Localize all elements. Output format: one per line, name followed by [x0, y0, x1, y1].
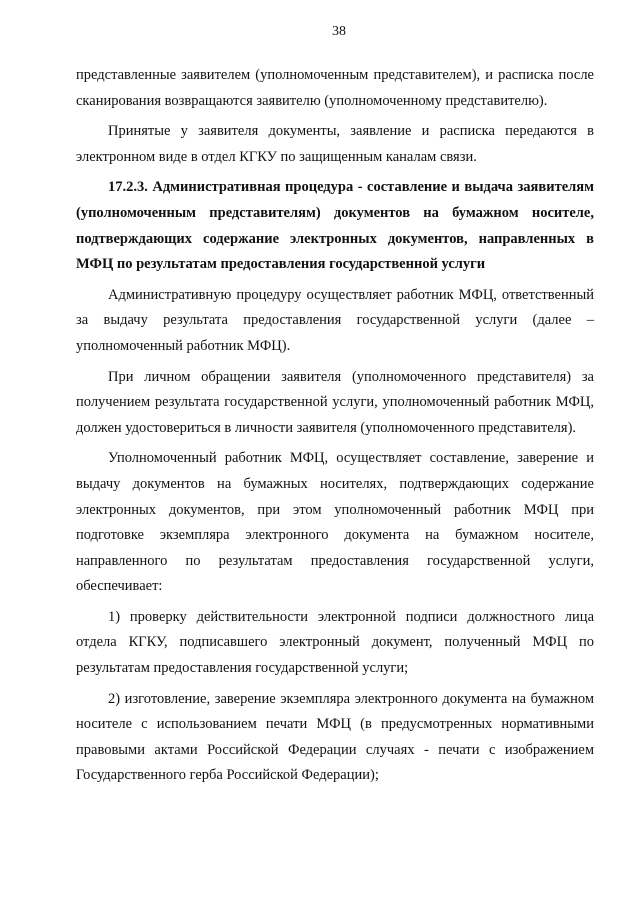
section-heading-17-2-3: 17.2.3. Административная процедура - составление и выдача заявителям (уполномоченным представителям) документов на бумажном носителе, подтверждающих содержание электронных документов, направленных в МФЦ по результатам предоставления государственной услуги: [76, 179, 594, 273]
paragraph-procedure-performer: Административную процедуру осуществляет работник МФЦ, ответственный за выдачу результата предоставления государственной услуги (далее – уполномоченный работник МФЦ).: [76, 286, 594, 354]
list-item-certification: 2) изготовление, заверение экземпляра электронного документа на бумажном носителе с использованием печати МФЦ (в предусмотренных нормативными правовыми актами Российской Федерации случаях - печати с изображением Государственного герба Российской Федерации);: [76, 690, 594, 784]
paragraph-documents-transfer: Принятые у заявителя документы, заявление и расписка передаются в электронном виде в отдел КГКУ по защищенным каналам связи.: [76, 123, 594, 165]
list-item-signature-check: 1) проверку действительности электронной подписи должностного лица отдела КГКУ, подписавшего электронный документ, полученный МФЦ по результатам предоставления государственной услуги;: [76, 608, 594, 677]
paragraph-identity-check: При личном обращении заявителя (уполномоченного представителя) за получением результата государственной услуги, уполномоченный работник МФЦ, должен удостовериться в личности заявителя (уполномоченного представителя).: [76, 368, 594, 436]
page-number: 38: [332, 24, 346, 39]
document-page: [76, 22, 594, 794]
paragraph-paper-copies: Уполномоченный работник МФЦ, осуществляет составление, заверение и выдачу документов на бумажных носителях, подтверждающих содержание электронных документов, при этом уполномоченный работник МФЦ при подготовке экземпляра электронного документа на бумажном носителе, направленного по результатам предоставления государственной услуги, обеспечивает:: [76, 450, 594, 595]
paragraph-continuation: представленные заявителем (уполномоченным представителем), и расписка после сканирования возвращаются заявителю (уполномоченному представителю).: [76, 67, 594, 109]
